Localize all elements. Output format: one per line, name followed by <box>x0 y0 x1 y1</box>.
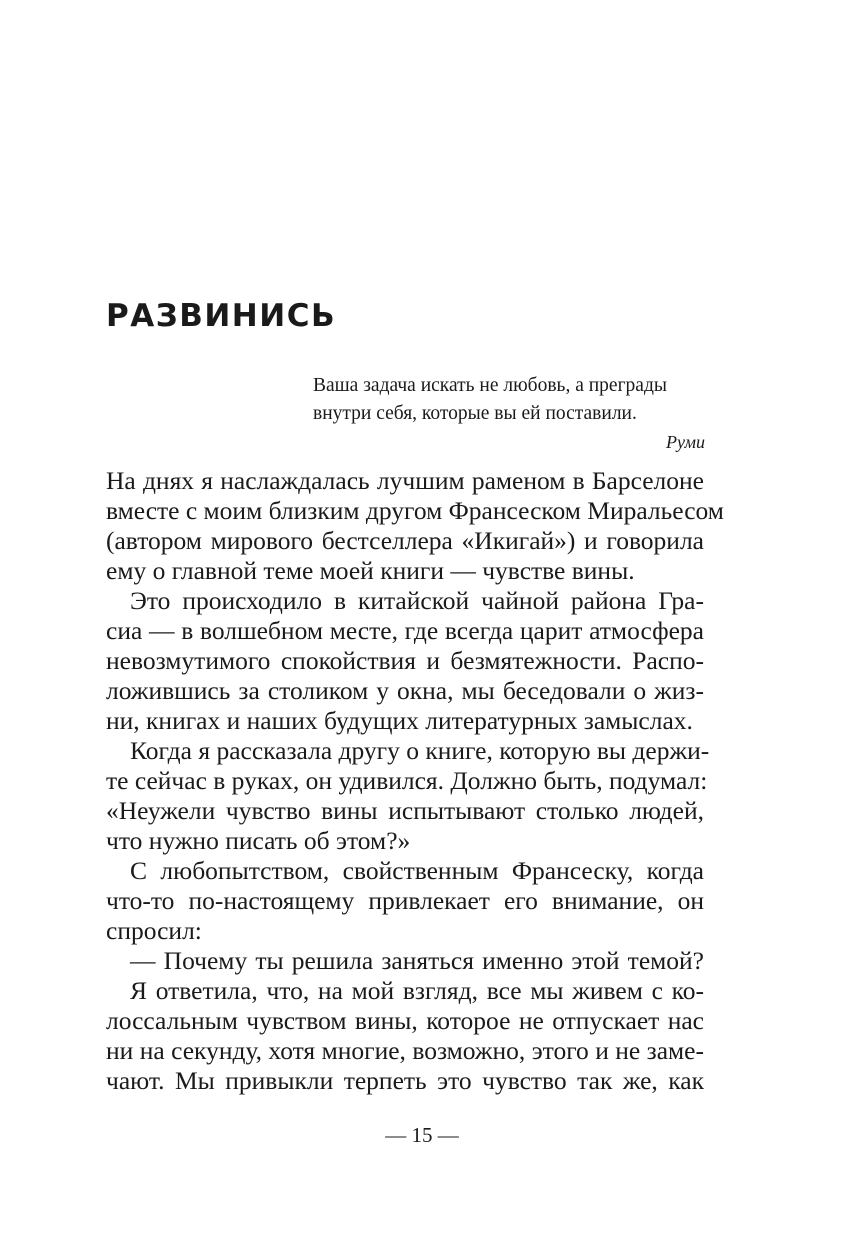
text-line: (автором мирового бестселлера «Икигай») и говорила <box>106 526 704 555</box>
epigraph-line: Ваша задача искать не любовь, а преграды <box>313 375 667 396</box>
text-line: Я ответила, что, на мой взгляд, все мы живем с ко- <box>130 976 704 1005</box>
text-line: ложившись за столиком у окна, мы беседовали о жиз- <box>106 676 704 705</box>
text-line: ни, книгах и наших будущих литературных замыслах. <box>106 706 693 735</box>
text-line: невозмутимого спокойствия и безмятежности. Распо- <box>106 646 704 675</box>
text-line: ему о главной теме моей книги — чувстве вины. <box>106 556 635 585</box>
epigraph-line: внутри себя, которые вы ей поставили. <box>313 403 637 424</box>
text-line: чают. Мы привыкли терпеть это чувство так же, как <box>106 1066 704 1095</box>
chapter-title: РАЗВИНИСЬ <box>106 298 337 334</box>
text-line: что нужно писать об этом?» <box>106 826 411 855</box>
text-line: «Неужели чувство вины испытывают столько людей, <box>106 796 704 825</box>
text-line: лоссальным чувством вины, которое не отпускает нас <box>106 1006 704 1035</box>
text-line: ни на секунду, хотя многие, возможно, этого и не заме- <box>106 1036 704 1065</box>
page-number: — 15 — <box>385 1123 459 1147</box>
text-line: что-то по-настоящему привлекает его внимание, он <box>106 886 704 915</box>
text-line: те сейчас в руках, он удивился. Должно быть, подумал: <box>106 766 708 795</box>
text-line: Это происходило в китайской чайной района Гра- <box>130 586 704 615</box>
epigraph-author: Руми <box>665 432 705 452</box>
epigraph <box>313 372 705 456</box>
text-line: сиа — в волшебном месте, где всегда царит атмосфера <box>106 616 704 645</box>
body-text <box>106 466 724 1096</box>
text-line: спросил: <box>106 916 202 945</box>
text-line: На днях я наслаждалась лучшим раменом в Барселоне <box>106 466 704 495</box>
text-line: — Почему ты решила заняться именно этой темой? <box>130 946 704 975</box>
text-line: вместе с моим близким другом Франсеском Миральесом <box>106 496 724 525</box>
text-line: С любопытством, свойственным Франсеску, когда <box>130 856 704 885</box>
text-line: Когда я рассказала другу о книге, которую вы держи- <box>130 736 710 765</box>
